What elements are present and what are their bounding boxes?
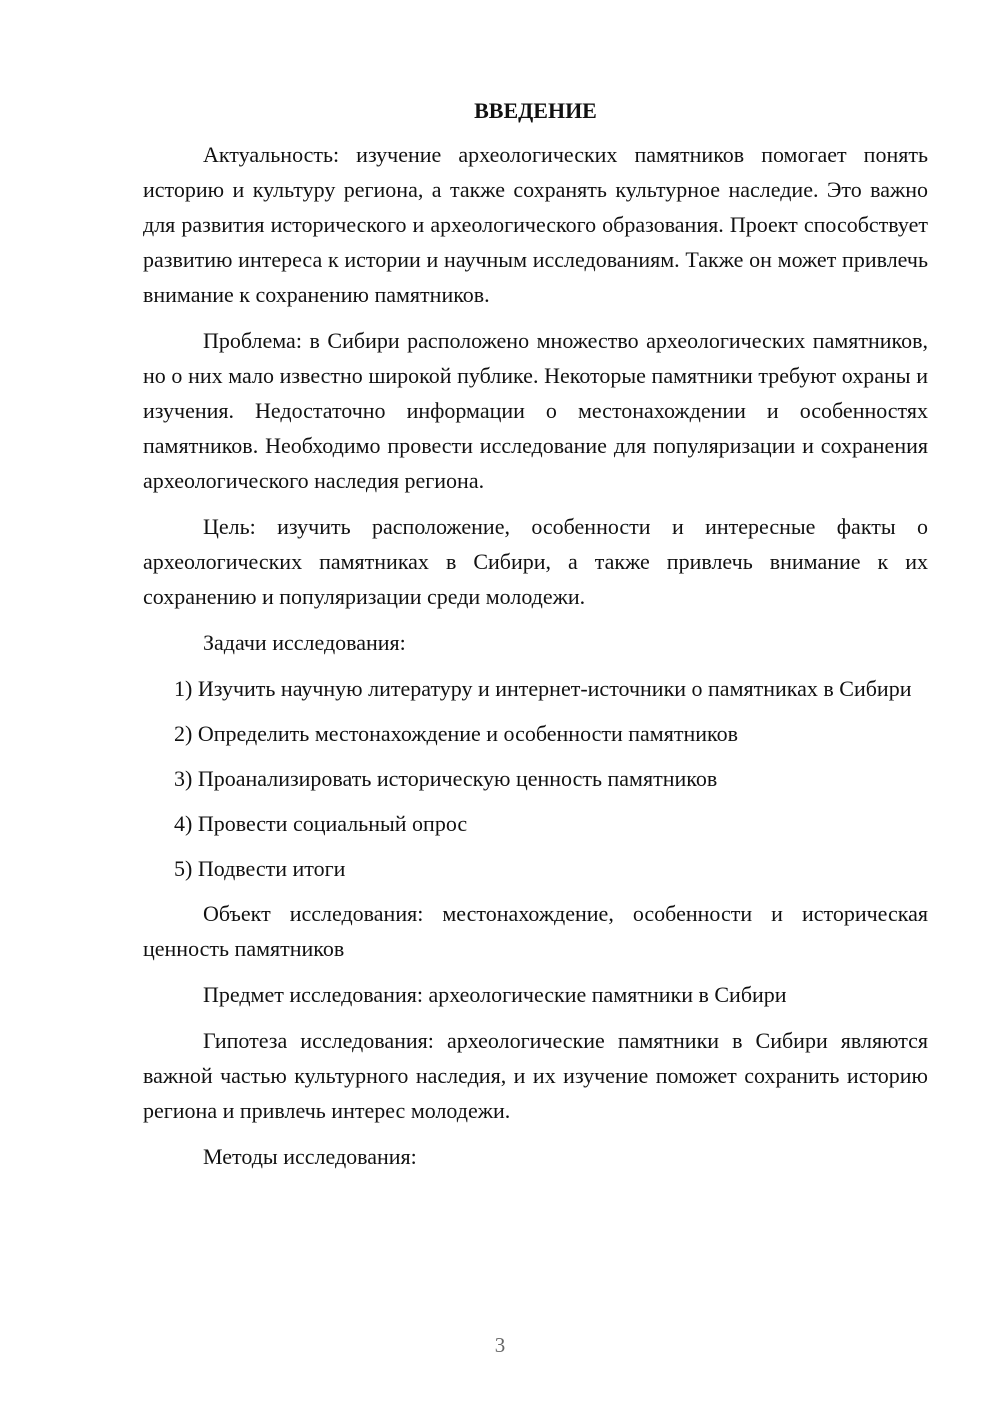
list-item: 3) Проанализировать историческую ценность памятников (174, 766, 718, 791)
methods-heading: Методы исследования: (203, 1144, 417, 1169)
tasks-heading: Задачи исследования: (203, 630, 406, 655)
paragraph-object: Объект исследования: местонахождение, особенности и историческая ценность памятников (143, 901, 928, 961)
paragraph-subject: Предмет исследования: археологические памятники в Сибири (203, 982, 787, 1007)
list-item: 1) Изучить научную литературу и интернет-источники о памятниках в Сибири (174, 676, 912, 701)
tasks-list (143, 671, 928, 886)
paragraph-problem: Проблема: в Сибири расположено множество археологических памятников, но о них мало известно широкой публике. Некоторые памятники требуют охраны и изучения. Недостаточно информации о местонахождении и особенностях памятников. Необходимо провести исследование для популяризации и сохранения археологического наследия региона. (143, 328, 928, 493)
list-item: 2) Определить местонахождение и особенности памятников (174, 721, 738, 746)
page-title: ВВЕДЕНИЕ (474, 98, 597, 123)
page-content (143, 95, 928, 1185)
paragraph-relevance: Актуальность: изучение археологических памятников помогает понять историю и культуру региона, а также сохранять культурное наследие. Это важно для развития исторического и археологического образования. Проект способствует развитию интереса к истории и научным исследованиям. Также он может привлечь внимание к сохранению памятников. (143, 142, 928, 307)
paragraph-hypothesis: Гипотеза исследования: археологические памятники в Сибири являются важной частью культурного наследия, и их изучение поможет сохранить историю региона и привлечь интерес молодежи. (143, 1028, 928, 1123)
list-item: 5) Подвести итоги (174, 856, 346, 881)
paragraph-goal: Цель: изучить расположение, особенности и интересные факты о археологических памятниках в Сибири, а также привлечь внимание к их сохранению и популяризации среди молодежи. (143, 514, 928, 609)
list-item: 4) Провести социальный опрос (174, 811, 468, 836)
page-number: 3 (494, 1333, 506, 1357)
